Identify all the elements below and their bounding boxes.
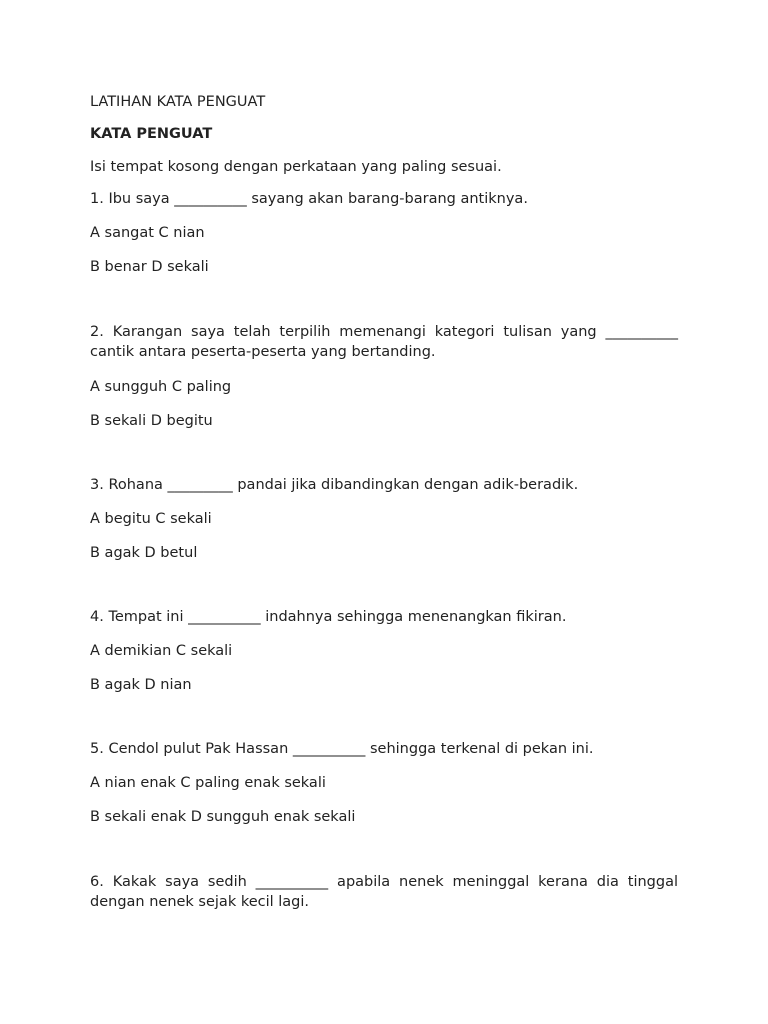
question-stem: 5. Cendol pulut Pak Hassan __________ sehingga terkenal di pekan ini. [90, 741, 594, 757]
document-page [90, 93, 678, 928]
options-line: B sekali D begitu [90, 413, 213, 429]
section-heading: KATA PENGUAT [90, 126, 213, 142]
question-stem: 1. Ibu saya __________ sayang akan barang-barang antiknya. [90, 191, 528, 207]
question-4 [90, 608, 678, 694]
options-line: B agak D betul [90, 545, 198, 561]
question-stem: 2. Karangan saya telah terpilih memenangi kategori tulisan yang __________ cantik antara peserta-peserta yang bertanding. [90, 324, 678, 360]
options-line: A sungguh C paling [90, 379, 232, 395]
document-title: LATIHAN KATA PENGUAT [90, 94, 266, 110]
options-line: B benar D sekali [90, 259, 209, 275]
spacer [90, 292, 678, 322]
spacer [90, 578, 678, 608]
options-line: B sekali enak D sungguh enak sekali [90, 809, 356, 825]
instruction-text: Isi tempat kosong dengan perkataan yang paling sesuai. [90, 159, 502, 175]
options-line: A begitu C sekali [90, 511, 212, 527]
options-line: A demikian C sekali [90, 643, 233, 659]
question-6 [90, 872, 678, 912]
options-line: A nian enak C paling enak sekali [90, 775, 326, 791]
question-2 [90, 322, 678, 430]
spacer [90, 842, 678, 872]
question-stem: 6. Kakak saya sedih __________ apabila nenek meninggal kerana dia tinggal dengan nenek sejak kecil lagi. [90, 874, 678, 910]
spacer [90, 710, 678, 740]
question-1 [90, 190, 678, 276]
options-line: B agak D nian [90, 677, 192, 693]
spacer [90, 446, 678, 476]
options-line: A sangat C nian [90, 225, 205, 241]
question-3 [90, 476, 678, 562]
question-stem: 4. Tempat ini __________ indahnya sehingga menenangkan fikiran. [90, 609, 567, 625]
question-5 [90, 740, 678, 826]
question-stem: 3. Rohana _________ pandai jika dibandingkan dengan adik-beradik. [90, 477, 579, 493]
